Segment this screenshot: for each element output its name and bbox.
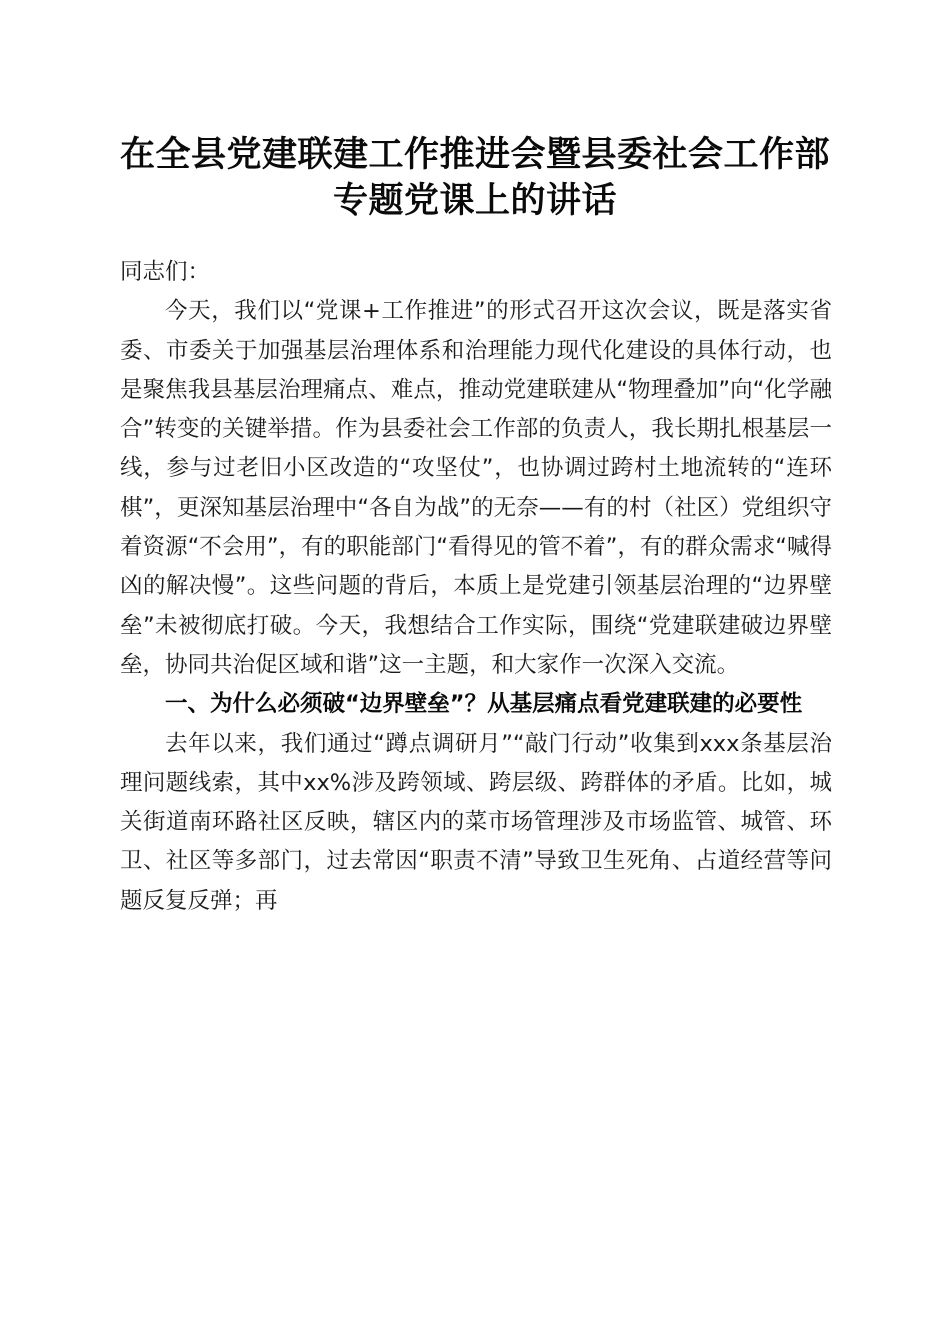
- document-body: [120, 253, 832, 921]
- document-title: [100, 132, 850, 224]
- title-line-2: 专题党课上的讲话: [332, 180, 617, 221]
- salutation: 同志们：: [120, 259, 211, 285]
- section-heading-1: 一、为什么必须破“边界壁垒”？从基层痛点看党建联建的必要性: [165, 691, 803, 718]
- title-line-1: 在全县党建联建工作推进会暨县委社会工作部: [119, 134, 830, 175]
- intro-paragraph: 今天，我们以“党课+工作推进”的形式召开这次会议，既是落实省委、市委关于加强基层治理体系和治理能力现代化建设的具体行动，也是聚焦我县基层治理痛点、难点，推动党建联建从“物理叠加”向“化学融合”转变的关键举措。作为县委社会工作部的负责人，我长期扎根基层一线，参与过老旧小区改造的“攻坚仗”，也协调过跨村土地流转的“连环棋”，更深知基层治理中“各自为战”的无奈——有的村（社区）党组织守着资源“不会用”，有的职能部门“看得见的管不着”，有的群众需求“喊得凶的解决慢”。这些问题的背后，本质上是党建引领基层治理的“边界壁垒”未被彻底打破。今天，我想结合工作实际，围绕“党建联建破边界壁垒，协同共治促区域和谐”这一主题，和大家作一次深入交流。: [120, 298, 832, 678]
- section-1-paragraph: 去年以来，我们通过“蹲点调研月”“敲门行动”收集到xxx条基层治理问题线索，其中xx%涉及跨领域、跨层级、跨群体的矛盾。比如，城关街道南环路社区反映，辖区内的菜市场管理涉及市场监管、城管、环卫、社区等多部门，过去常因“职责不清”导致卫生死角、占道经营等问题反复反弹；再: [120, 730, 832, 914]
